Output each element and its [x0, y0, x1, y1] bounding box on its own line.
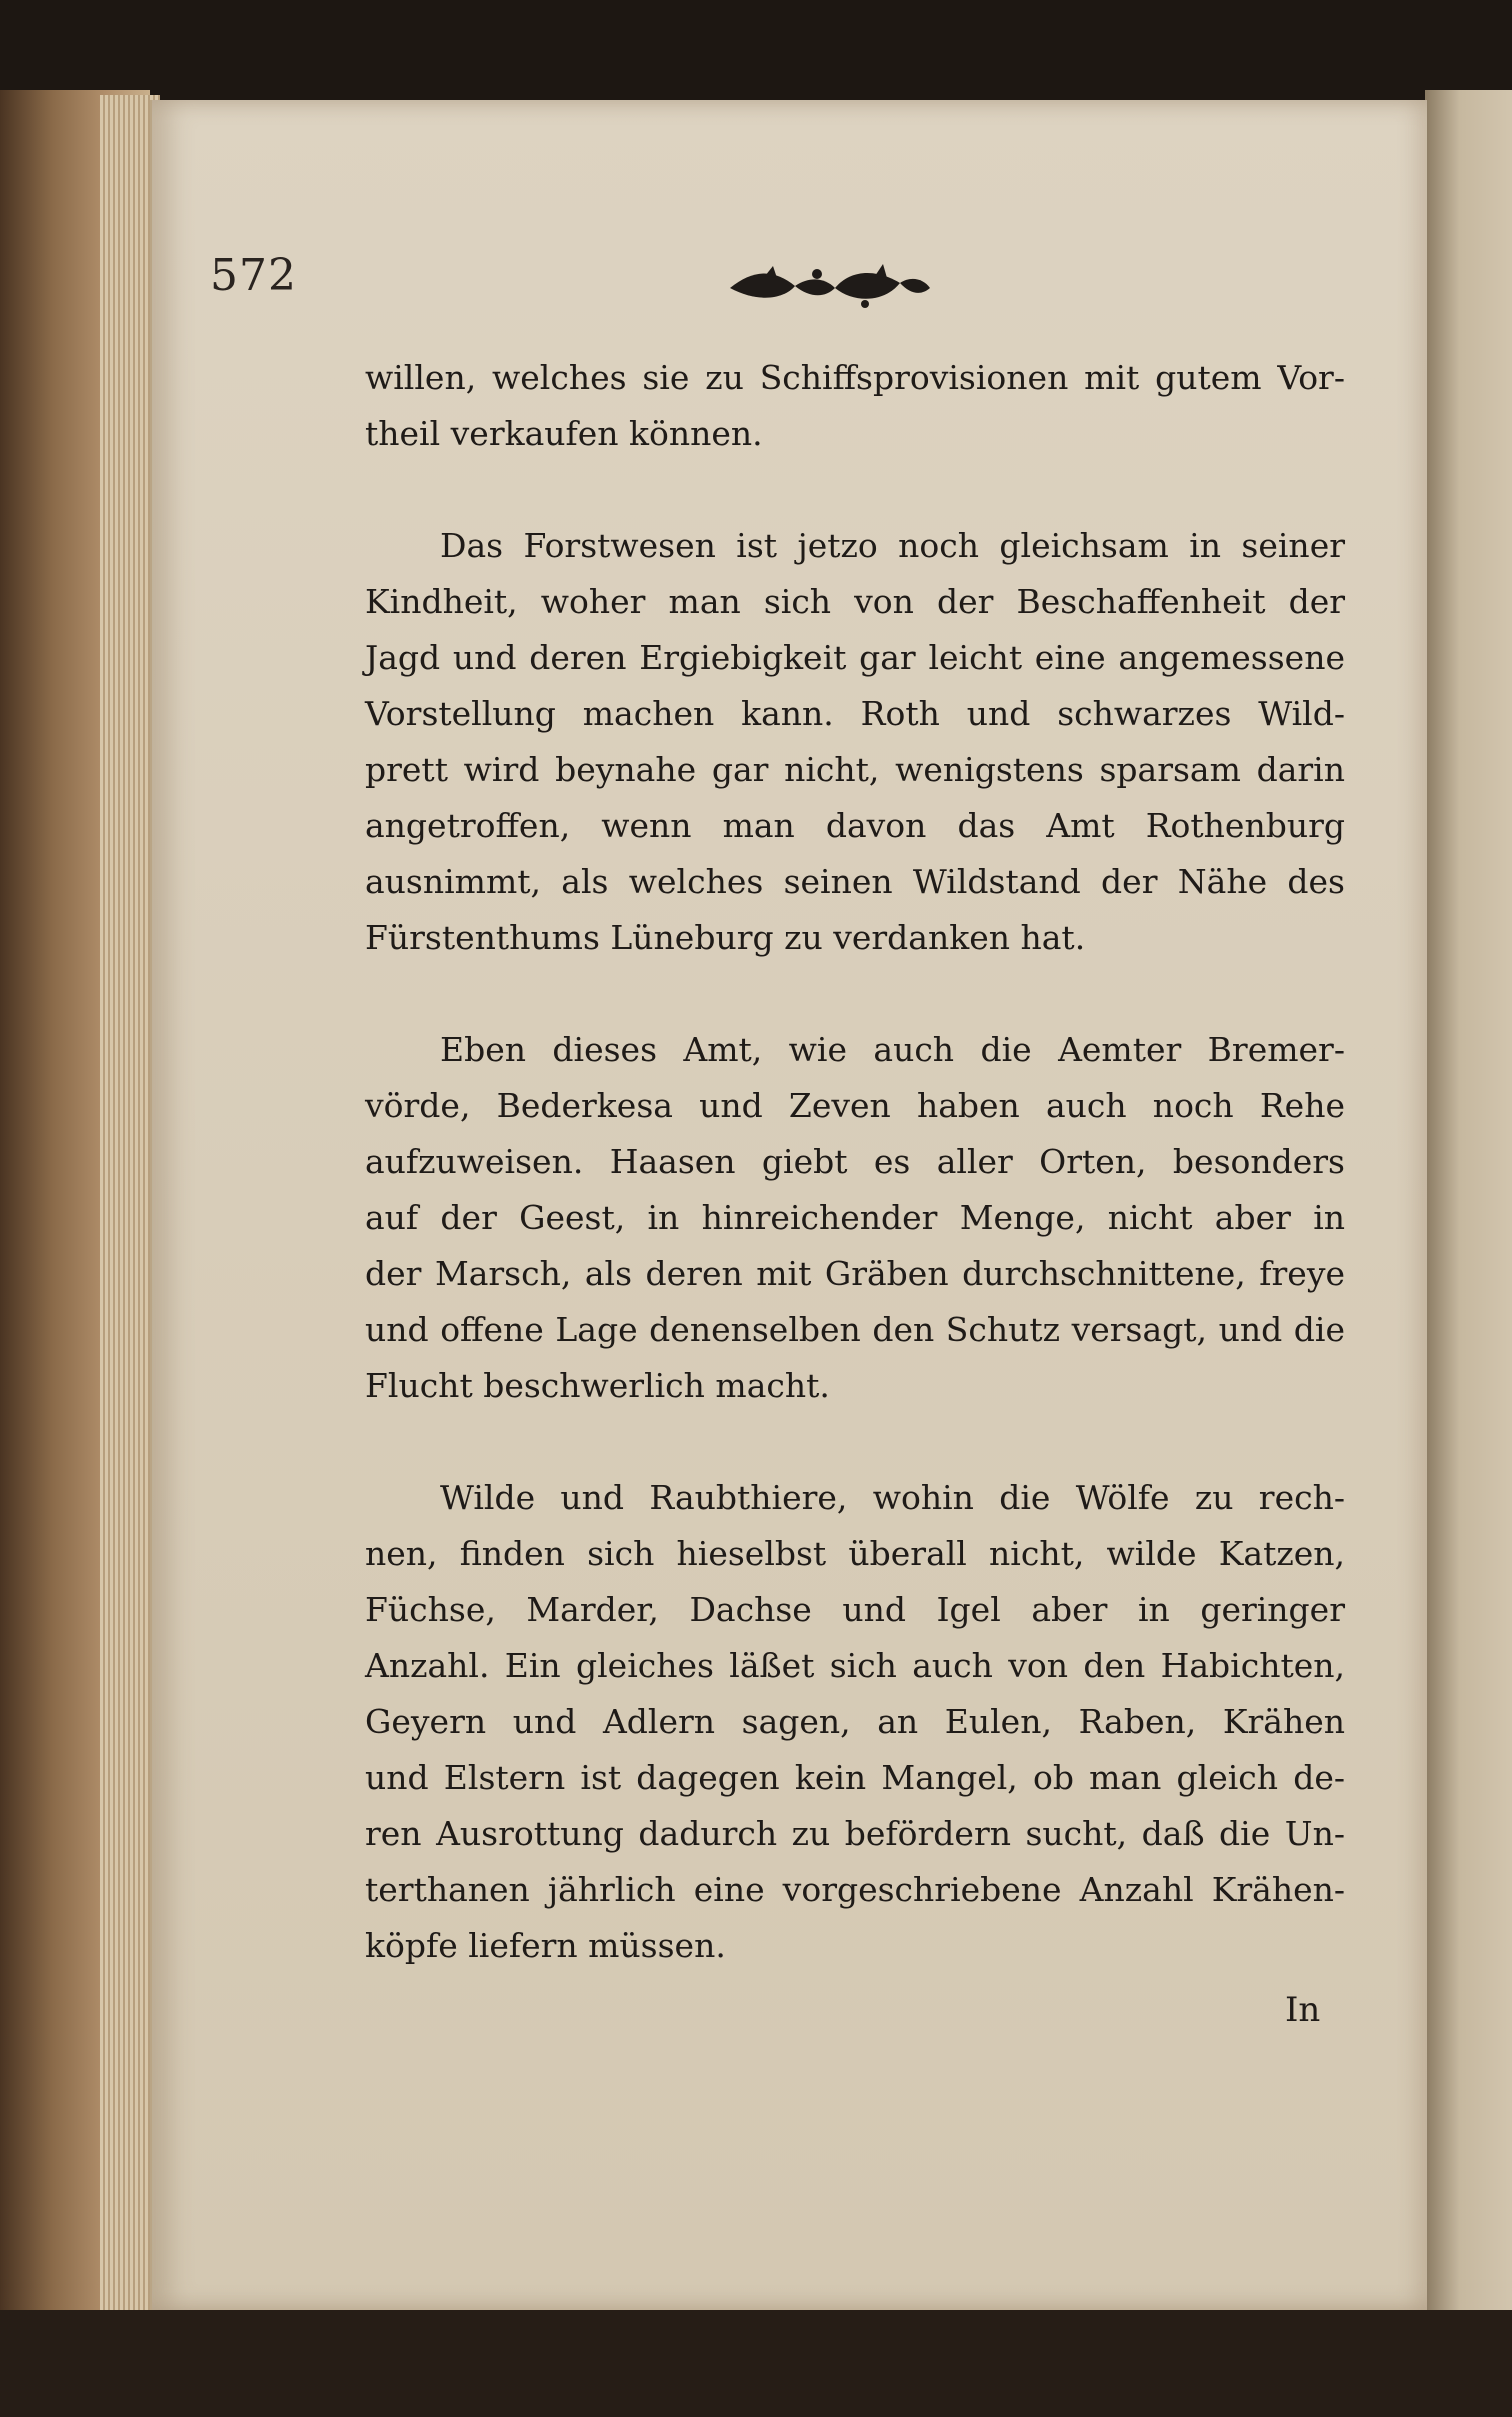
text-line: Das Forstwesen ist jetzo noch gleichsam in seiner — [440, 526, 1345, 565]
paragraph — [365, 350, 1345, 462]
text-line: und offene Lage denenselben den Schutz versagt, und die — [365, 1310, 1345, 1349]
text-line: Kindheit, woher man sich von der Beschaffenheit der — [365, 582, 1345, 621]
catchword: In — [1285, 1990, 1321, 2030]
paragraph — [365, 1470, 1345, 1974]
text-line: Füchse, Marder, Dachse und Igel aber in geringer — [365, 1590, 1345, 1629]
text-line: prett wird beynahe gar nicht, wenigstens sparsam darin — [365, 750, 1345, 789]
text-line: Jagd und deren Ergiebigkeit gar leicht eine angemessene — [365, 638, 1345, 677]
facing-page-edge — [1425, 90, 1512, 2310]
text-line: Fürstenthums Lüneburg zu verdanken hat. — [365, 918, 1086, 957]
text-line: Geyern und Adlern sagen, an Eulen, Raben, Krähen — [365, 1702, 1345, 1741]
scan-background-bottom — [0, 2310, 1512, 2417]
scan-background-top — [0, 0, 1512, 100]
header-ornament-icon — [725, 258, 935, 318]
text-line: aufzuweisen. Haasen giebt es aller Orten, besonders — [365, 1142, 1345, 1181]
text-line: angetroffen, wenn man davon das Amt Rothenburg — [365, 806, 1345, 845]
text-line: vörde, Bederkesa und Zeven haben auch noch Rehe — [365, 1086, 1345, 1125]
page-number: 572 — [210, 250, 297, 301]
page-body-text — [365, 350, 1345, 1974]
paragraph — [365, 518, 1345, 966]
text-line: Flucht beschwerlich macht. — [365, 1366, 830, 1405]
text-line: ren Ausrottung dadurch zu befördern sucht, daß die Un- — [365, 1814, 1345, 1853]
text-line: Anzahl. Ein gleiches läßet sich auch von den Habichten, — [365, 1646, 1345, 1685]
text-line: terthanen jährlich eine vorgeschriebene Anzahl Krähen- — [365, 1870, 1345, 1909]
text-line: ausnimmt, als welches seinen Wildstand der Nähe des — [365, 862, 1345, 901]
text-line: Vorstellung machen kann. Roth und schwarzes Wild- — [365, 694, 1345, 733]
text-line: nen, finden sich hieselbst überall nicht, wilde Katzen, — [365, 1534, 1345, 1573]
paragraph — [365, 1022, 1345, 1414]
text-line: und Elstern ist dagegen kein Mangel, ob man gleich de- — [365, 1758, 1345, 1797]
text-line: Wilde und Raubthiere, wohin die Wölfe zu rech- — [440, 1478, 1345, 1517]
text-line: willen, welches sie zu Schiffsprovisionen mit gutem Vor- — [365, 358, 1345, 397]
text-line: Eben dieses Amt, wie auch die Aemter Bremer- — [440, 1030, 1345, 1069]
text-line: theil verkaufen können. — [365, 414, 763, 453]
text-line: auf der Geest, in hinreichender Menge, nicht aber in — [365, 1198, 1345, 1237]
text-line: köpfe liefern müssen. — [365, 1926, 726, 1965]
text-line: der Marsch, als deren mit Gräben durchschnittene, freye — [365, 1254, 1345, 1293]
